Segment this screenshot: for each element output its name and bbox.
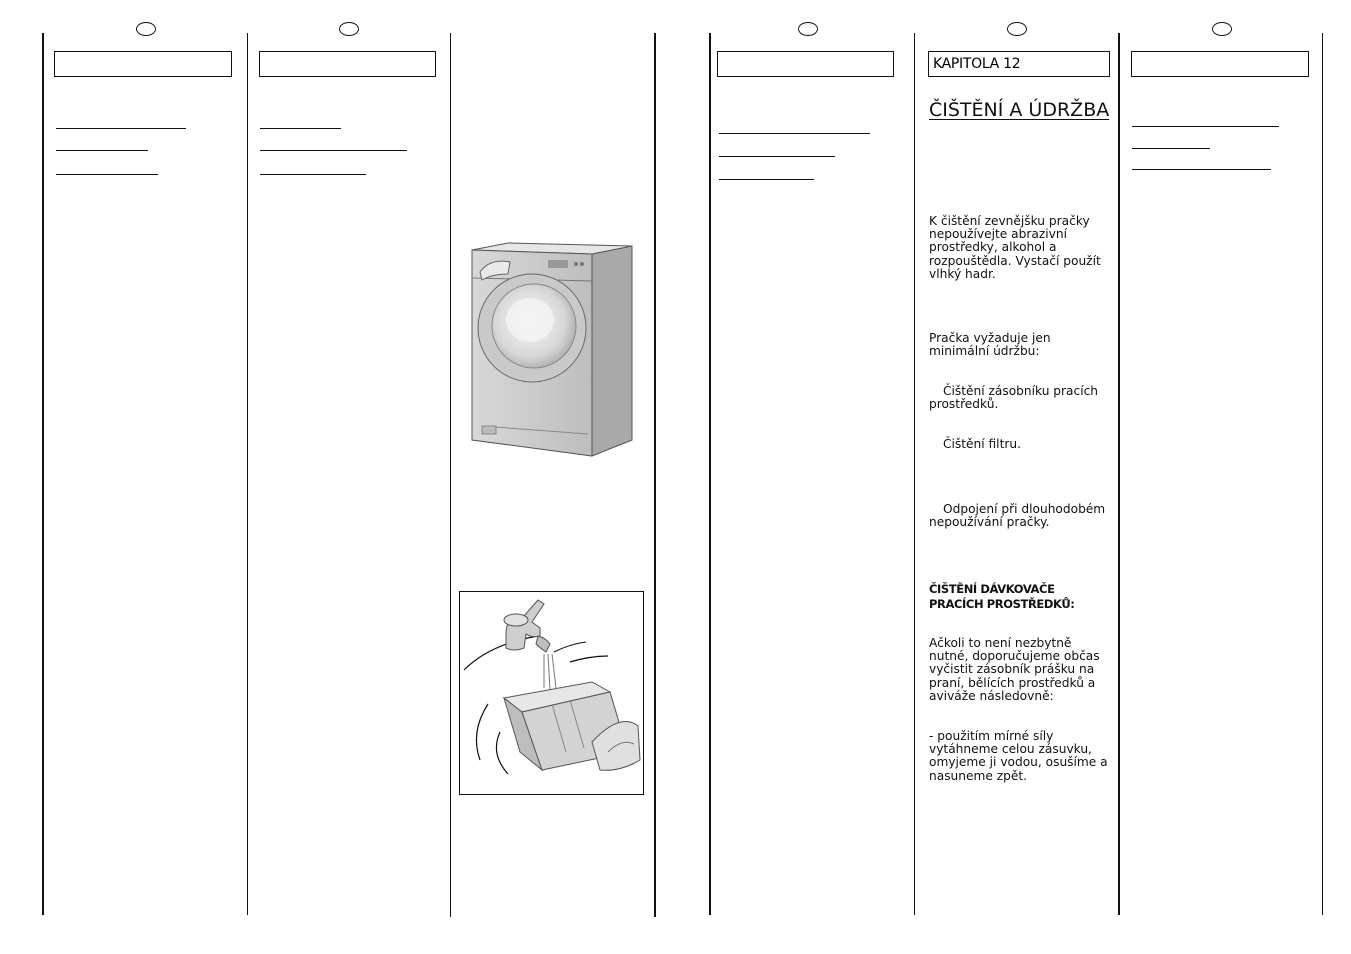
section-subheading: ČIŠTĚNÍ DÁVKOVAČE PRACÍCH PROSTŘEDKŮ: (929, 582, 1075, 611)
washing-machine-illustration (468, 240, 636, 458)
column-divider (1322, 33, 1323, 915)
body-paragraph: Pračka vyžaduje jen minimální údržbu: (929, 331, 1051, 359)
chapter-header-box (717, 51, 894, 77)
chapter-header-box (259, 51, 436, 77)
column-divider (709, 33, 711, 915)
title-underline (260, 150, 407, 151)
title-underline (260, 128, 341, 129)
title-underline (56, 150, 148, 151)
chapter-header-box (54, 51, 232, 77)
chapter-header-box (1131, 51, 1309, 77)
title-underline (56, 128, 186, 129)
language-flag-icon (339, 22, 359, 36)
column-divider (450, 33, 451, 917)
language-flag-icon (1007, 22, 1027, 36)
chapter-label: KAPITOLA 12 (933, 56, 1021, 72)
body-paragraph: - použitím mírné síly vytáhneme celou zásuvku, omyjeme ji vodou, osušíme a nasuneme zpět. (929, 729, 1108, 783)
title-underline (719, 133, 870, 134)
language-flag-icon (798, 22, 818, 36)
column-divider (654, 33, 656, 917)
title-underline (1132, 148, 1210, 149)
body-paragraph: K čištění zevnějšku pračky nepoužívejte abrazivní prostředky, alkohol a rozpouštědla. Vystačí použít vlhký hadr. (929, 214, 1101, 281)
list-item: Čištění zásobníku pracích prostředků. (929, 384, 1099, 412)
language-flag-icon (136, 22, 156, 36)
list-item: Odpojení při dlouhodobém nepoužívání pračky. (929, 502, 1106, 530)
language-flag-icon (1212, 22, 1232, 36)
column-divider (42, 33, 44, 915)
title-underline (1132, 169, 1271, 170)
column-divider (247, 33, 248, 915)
title-underline (56, 174, 158, 175)
chapter-title: ČIŠTĚNÍ A ÚDRŽBA (929, 99, 1110, 121)
title-underline (719, 156, 835, 157)
detergent-drawer-under-tap-illustration (460, 592, 643, 794)
column-divider (914, 33, 915, 915)
title-underline (260, 174, 366, 175)
list-item: Čištění filtru. (943, 437, 1021, 451)
column-divider (1118, 33, 1120, 915)
chapter-header-box (928, 51, 1110, 77)
title-underline (1132, 126, 1279, 127)
body-paragraph: Ačkoli to není nezbytně nutné, doporučujeme občas vyčistit zásobník prášku na praní, bělících prostředků a aviváže následovně: (929, 636, 1100, 703)
title-underline (719, 179, 814, 180)
